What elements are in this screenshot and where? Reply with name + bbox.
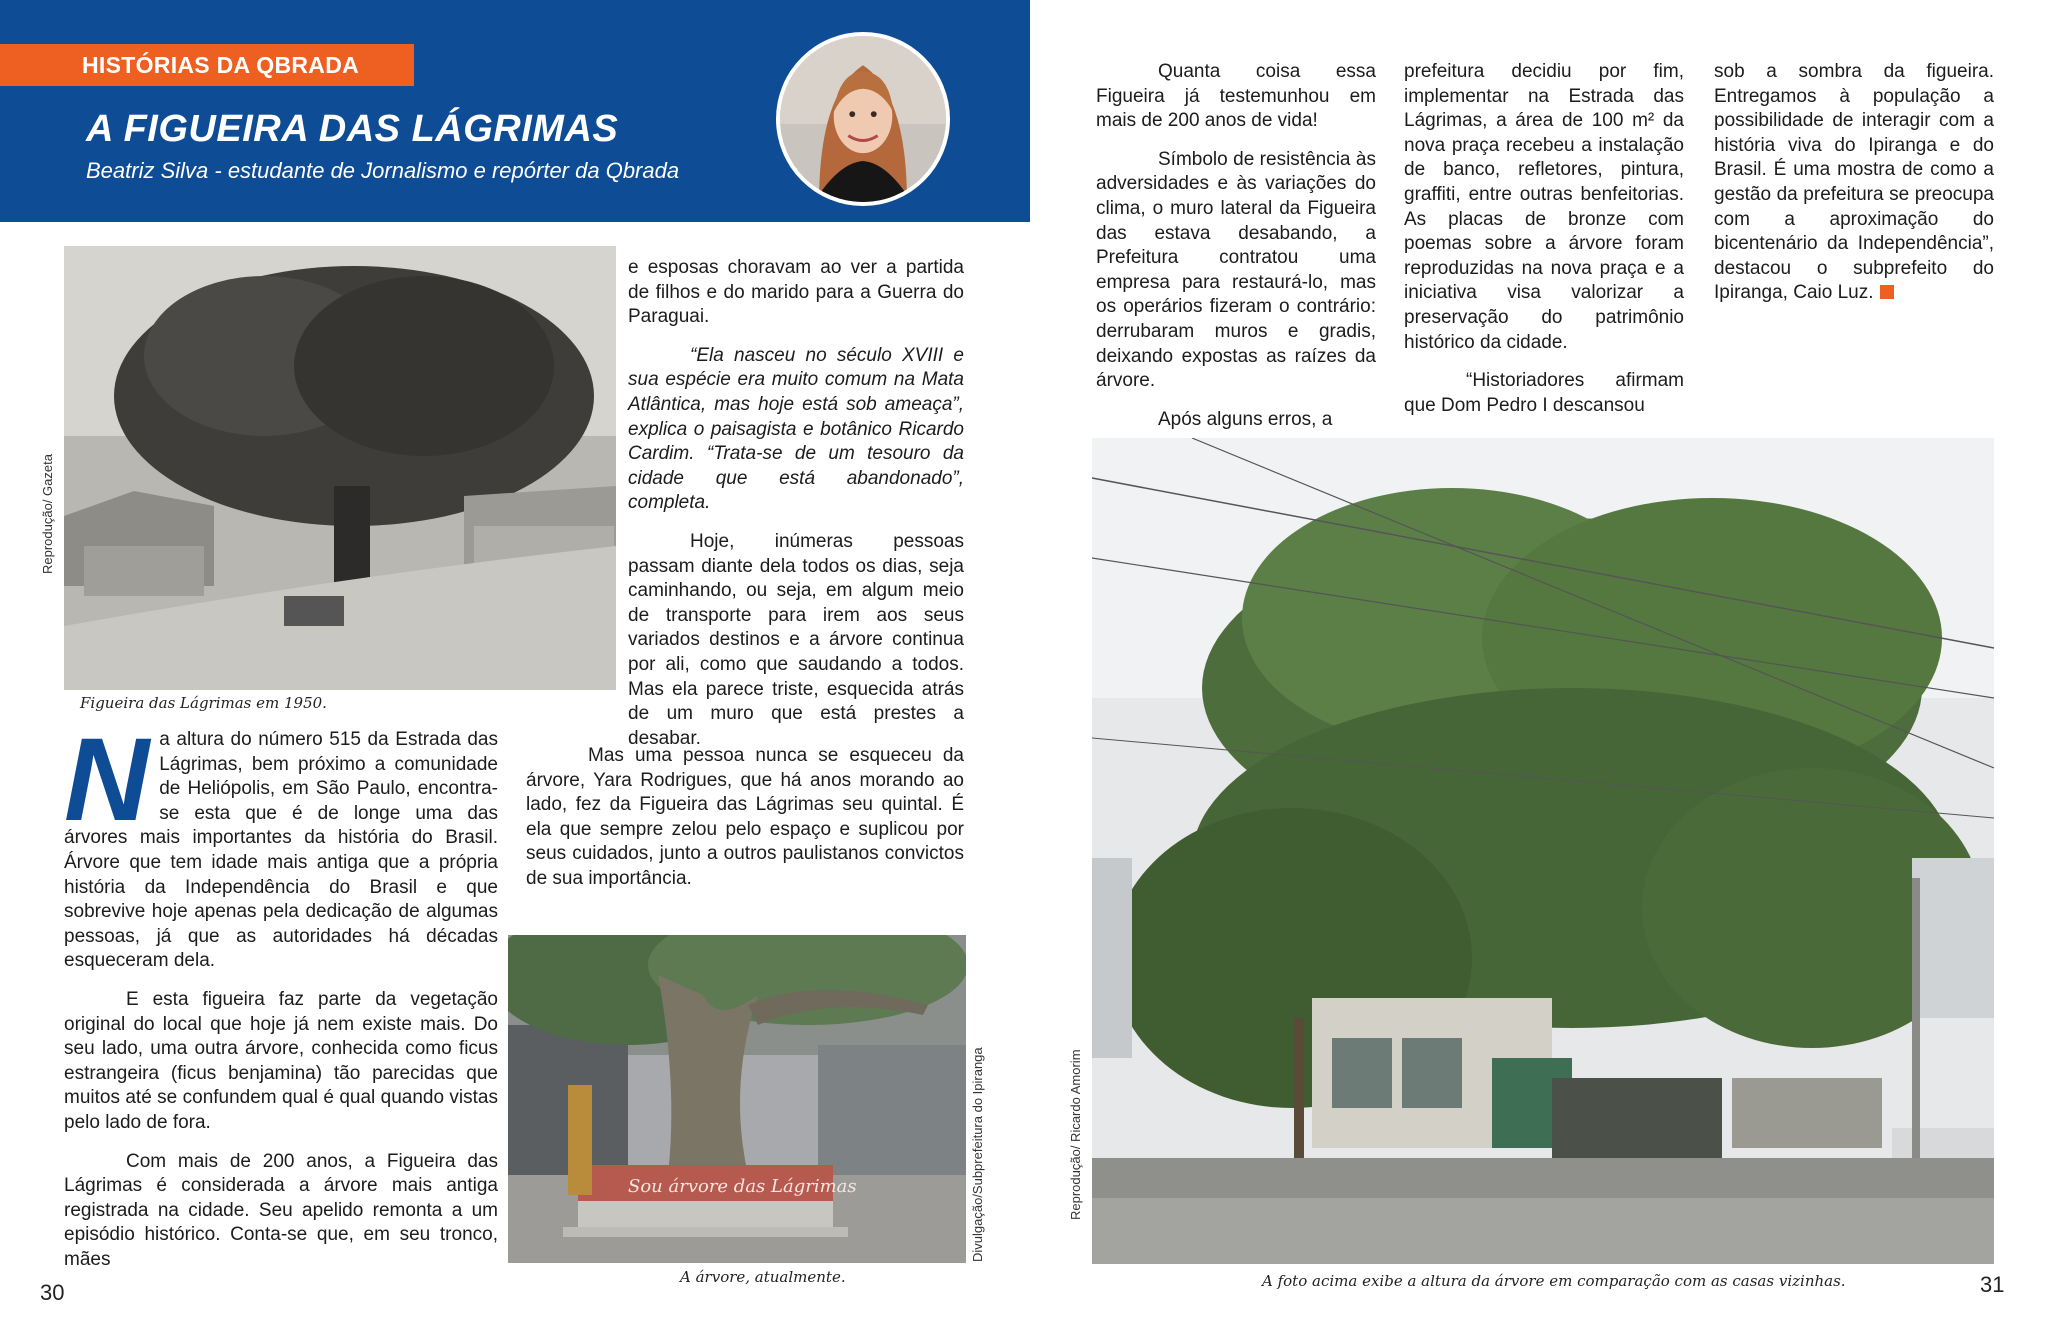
photo-figueira-1950 [64, 246, 616, 690]
article-paragraph: Após alguns erros, a [1158, 408, 1333, 430]
article-column-2 [628, 256, 964, 765]
photo-houses-credit: Reprodução/ Ricardo Amorim [1068, 1049, 1083, 1220]
article-column-5 [1714, 60, 1994, 320]
article-paragraph: Símbolo de resistência às adversidades e às variações do clima, o muro lateral da Figueira das estava desabando, a Prefeitura contratou uma empresa para restaurá-lo, mas os operários fizeram o contrário: derrubaram muros e gradis, deixando expostas as raízes da árvore. [1096, 148, 1376, 392]
article-column-4 [1404, 60, 1684, 432]
article-paragraph: Mas uma pessoa nunca se esqueceu da árvore, Yara Rodrigues, que há anos morando ao lado, fez da Figueira das Lágrimas seu quintal. É ela que sempre zelou pelo espaço e suplicou por seus cuidados, junto a outros paulistanos convictos de sua importância. [526, 745, 964, 889]
article-paragraph: E esta figueira faz parte da vegetação original do local que hoje já nem existe mais. Do seu lado, uma outra árvore, conhecida como ficus estrangeira (ficus benjamina) tão parecidas que muitos até se confundem qual é qual quando vistas pelo lado de fora. [64, 988, 498, 1133]
article-title: A FIGUEIRA DAS LÁGRIMAS [86, 108, 619, 150]
article-column-1 [64, 714, 498, 1286]
end-mark-icon [1880, 285, 1894, 299]
article-paragraph: “Historiadores afirmam que Dom Pedro I descansou [1404, 370, 1684, 416]
photo-1950-credit: Reprodução/ Gazeta [40, 454, 55, 574]
article-paragraph: sob a sombra da figueira. Entregamos à população a possibilidade de interagir com a história viva do Ipiranga e do Brasil. É uma mostra de como a gestão da prefeitura se preocupa com a aproximação do bicentenário da Independência”, destacou o subprefeito do Ipiranga, Caio Luz. [1714, 61, 1994, 304]
article-quote: “Ela nasceu no século XVIII e sua espécie era muito comum na Mata Atlântica, mas hoje está sob ameaça”, explica o paisagista e botânico Ricardo Cardim. “Trata-se de um tesouro da cidade que está abandonado”, completa. [628, 344, 964, 514]
dropcap-letter: N [64, 714, 150, 846]
article-paragraph: e esposas choravam ao ver a partida de filhos e do marido para a Guerra do Paraguai. [628, 257, 964, 328]
author-avatar [776, 32, 950, 206]
article-paragraph: Hoje, inúmeras pessoas passam diante dela todos os dias, seja caminhando, ou seja, em algum meio de transporte para irem aos seus variados destinos e a árvore continua por ali, como que saudando a todos. Mas ela parece triste, esquecida atrás de um muro que está prestes a desabar. [628, 530, 964, 749]
article-column-3 [1096, 60, 1376, 446]
photo-today-credit: Divulgação/Subprefeitura do Ipiranga [970, 1047, 985, 1262]
article-paragraph: Na altura do número 515 da Estrada das Lágrimas, bem próximo a comunidade de Heliópolis, em São Paulo, encontra-se esta que é de longe uma das árvores mais importantes da história do Brasil. Árvore que tem idade mais antiga que a própria história da Independência do Brasil e que sobrevive hoje apenas pela dedicação de algumas pessoas, já que as autoridades há décadas esqueceram dela. [64, 714, 498, 972]
photo-figueira-today [508, 935, 966, 1263]
photo-1950-caption: Figueira das Lágrimas em 1950. [80, 694, 327, 712]
article-column-2b [526, 744, 964, 906]
article-author: Beatriz Silva - estudante de Jornalismo e repórter da Qbrada [86, 158, 680, 183]
photo-houses-caption: A foto acima exibe a altura da árvore em comparação com as casas vizinhas. [1262, 1272, 1846, 1290]
author-portrait-image [780, 36, 946, 202]
page-number-right: 31 [1980, 1272, 2005, 1297]
photo-tree-vs-houses [1092, 438, 1994, 1264]
photo-sign-text: Sou árvore das Lágrimas [628, 1176, 857, 1197]
article-paragraph: prefeitura decidiu por fim, implementar na Estrada das Lágrimas, a área de 100 m² da nova praça recebeu a instalação de banco, refletores, pintura, graffiti, entre outras benfeitorias. As placas de bronze com poemas sobre a árvore foram reproduzidas na nova praça e a iniciativa visa valorizar a preservação do patrimônio histórico da cidade. [1404, 61, 1684, 353]
photo-today-caption: A árvore, atualmente. [680, 1268, 846, 1286]
page-number-left: 30 [40, 1280, 65, 1305]
article-paragraph: Quanta coisa essa Figueira já testemunhou em mais de 200 anos de vida! [1096, 61, 1376, 132]
article-paragraph: Com mais de 200 anos, a Figueira das Lágrimas é considerada a árvore mais antiga registrada na cidade. Seu apelido remonta a um episódio histórico. Conta-se que, em seu tronco, mães [64, 1150, 498, 1270]
section-tag: HISTÓRIAS DA QBRADA [0, 44, 414, 86]
